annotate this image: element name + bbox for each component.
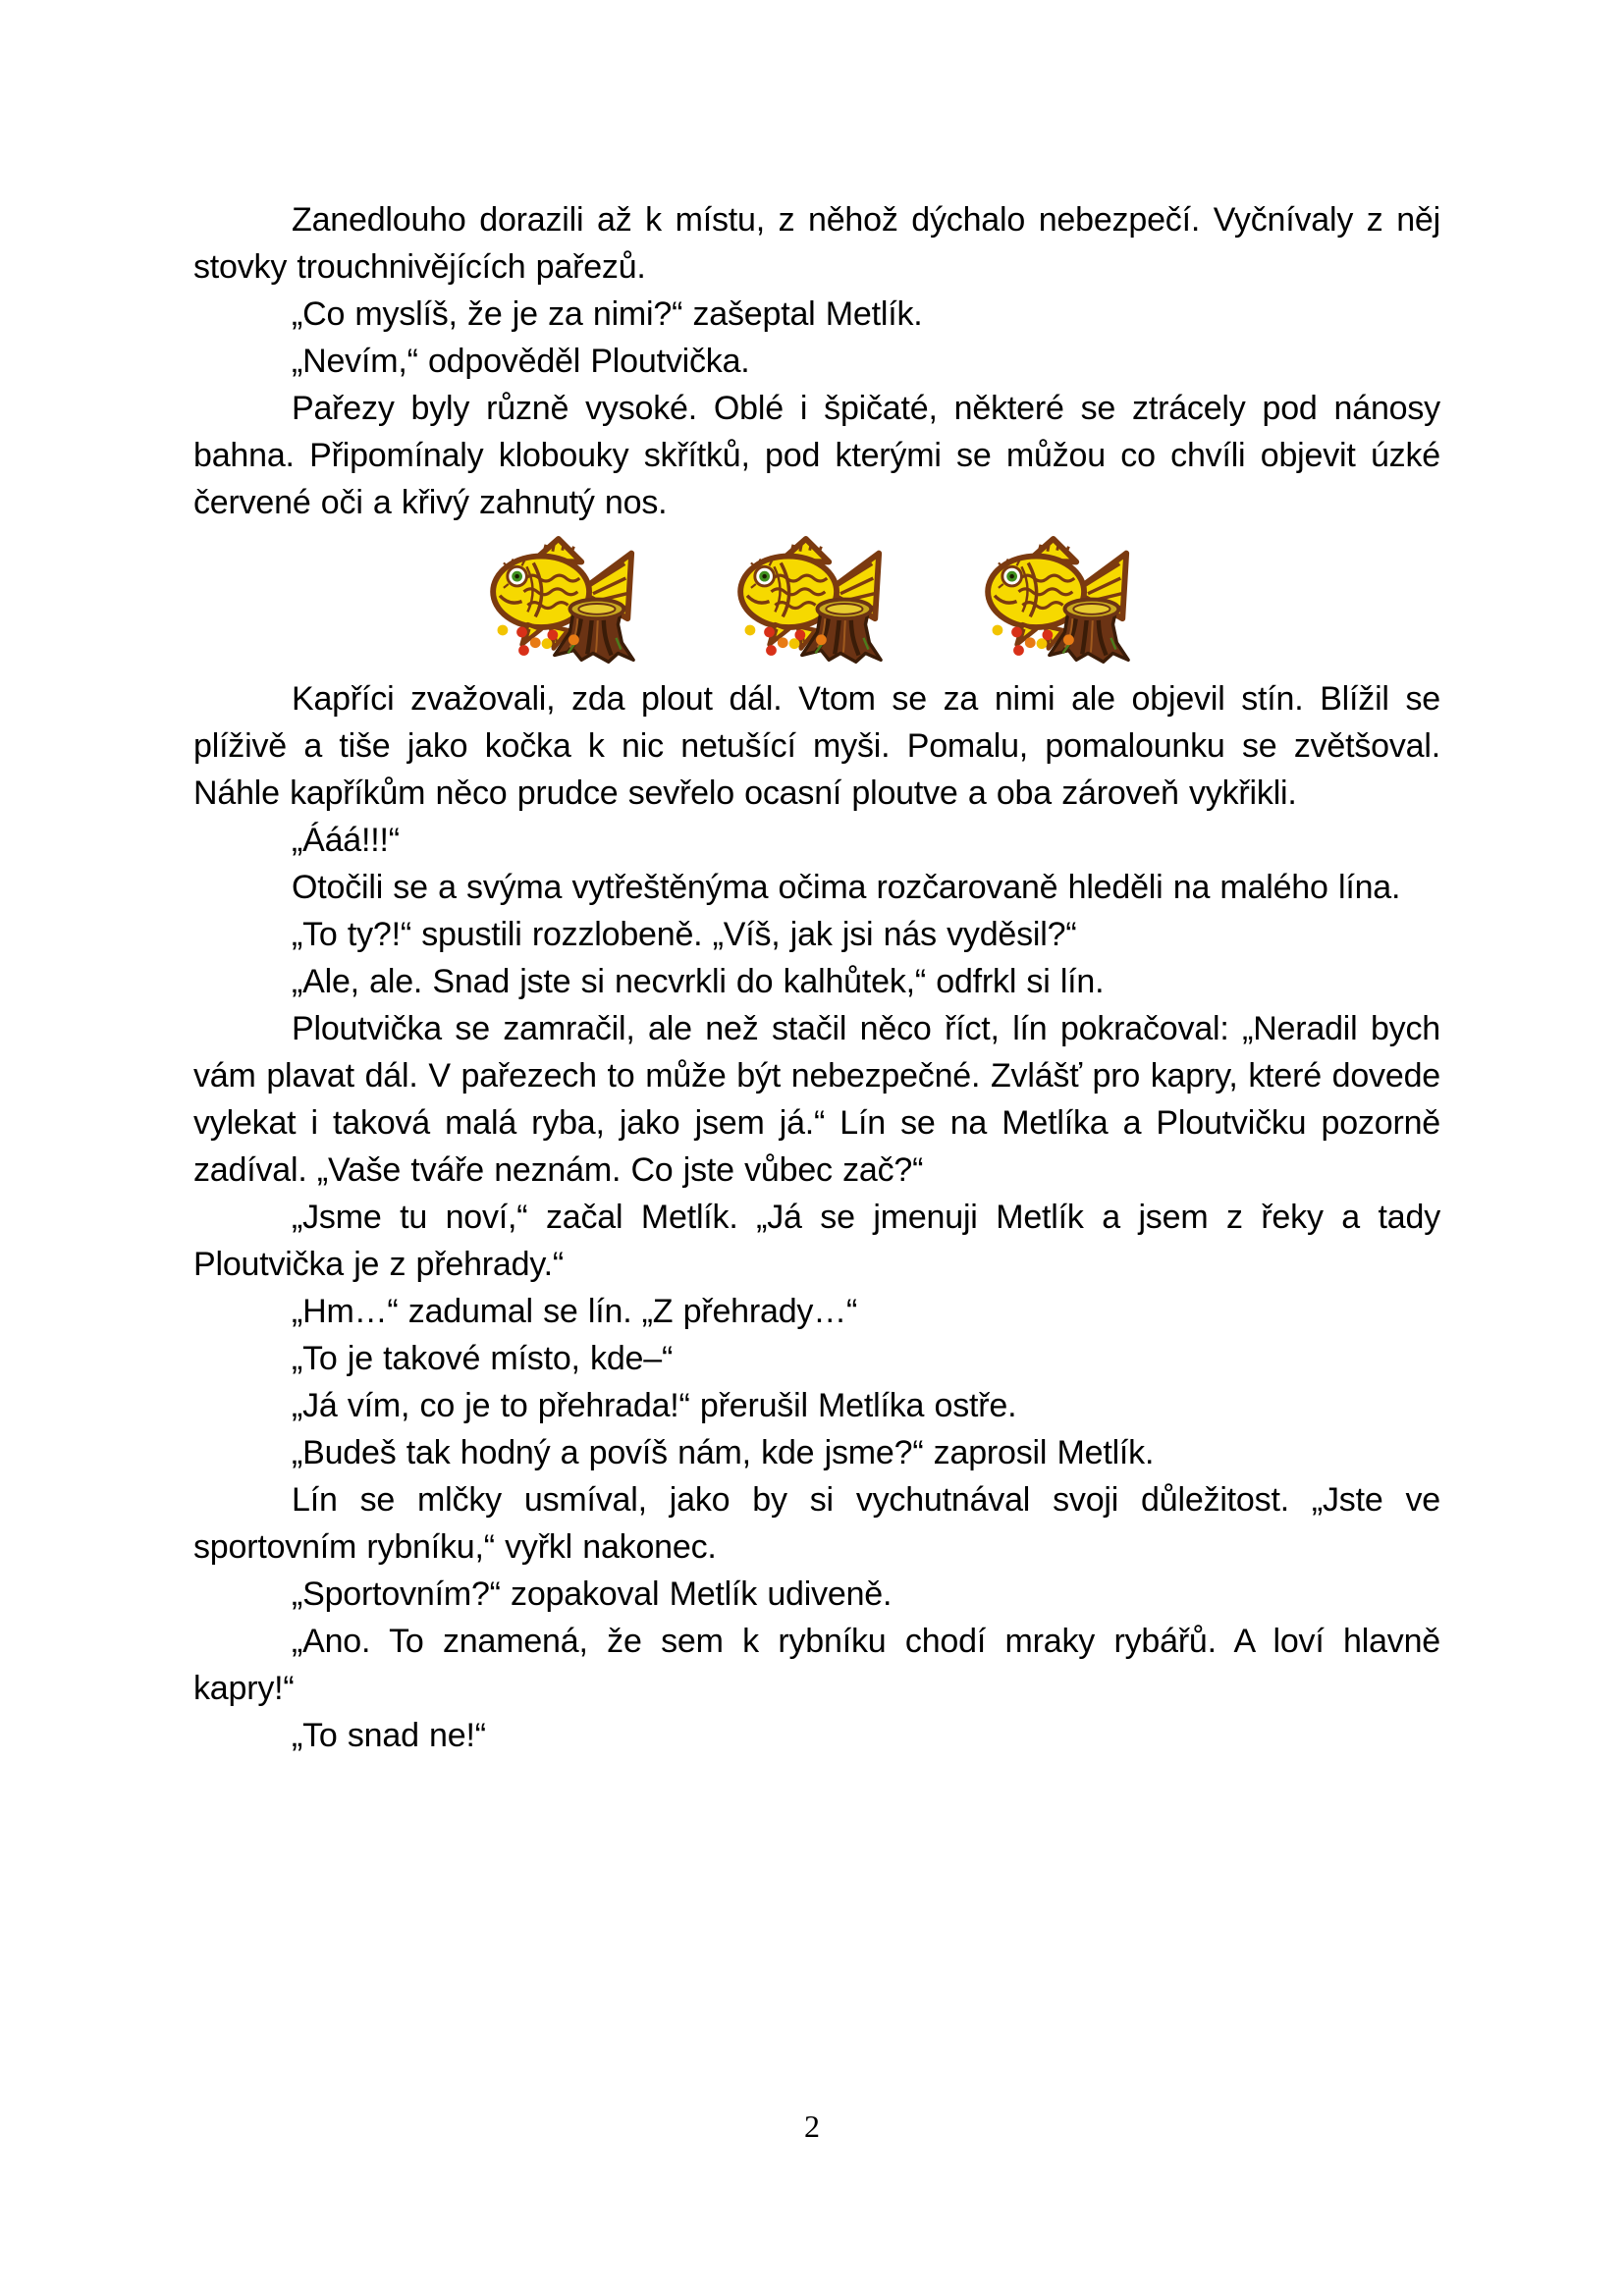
paragraph: Kapříci zvažovali, zda plout dál. Vtom se za nimi ale objevil stín. Blížil se plíživě a tiše jako kočka k nic netušící myši. Pomalu, pomalounku se zvětšoval. Náhle kapříkům něco prudce sevřelo ocasní ploutve a oba zároveň vykřikli.: [193, 680, 1440, 812]
paragraph: „Budeš tak hodný a povíš nám, kde jsme?“ zaprosil Metlík.: [292, 1434, 1155, 1471]
paragraph: Lín se mlčky usmíval, jako by si vychutnával svoji důležitost. „Jste ve sportovním rybníku,“ vyřkl nakonec.: [193, 1481, 1440, 1566]
paragraph: Pařezy byly různě vysoké. Oblé i špičaté, některé se ztrácely pod nánosy bahna. Připomínaly klobouky skřítků, pod kterými se můžou co chvíli objevit úzké červené oči a křivý zahnutý nos.: [193, 390, 1440, 521]
paragraph: „Jsme tu noví,“ začal Metlík. „Já se jmenuji Metlík a jsem z řeky a tady Ploutvička je z přehrady.“: [193, 1199, 1440, 1283]
fish-and-stump-image: [485, 536, 654, 675]
paragraph: „Ano. To znamená, že sem k rybníku chodí mraky rybářů. A loví hlavně kapry!“: [193, 1623, 1440, 1707]
text-before-illustration: [193, 196, 1440, 526]
page-content: [193, 196, 1440, 1759]
paragraph: Otočili se a svýma vytřeštěnýma očima rozčarovaně hleděli na malého lína.: [292, 869, 1401, 906]
paragraph: „To ty?!“ spustili rozzlobeně. „Víš, jak jsi nás vyděsil?“: [292, 916, 1077, 953]
paragraph: „Ááá!!!“: [292, 822, 400, 859]
paragraph: „Hm…“ zadumal se lín. „Z přehrady…“: [292, 1293, 858, 1330]
paragraph: „To snad ne!“: [292, 1717, 486, 1754]
paragraph: „Sportovním?“ zopakoval Metlík udiveně.: [292, 1575, 893, 1613]
illustration-row: [193, 536, 1440, 675]
paragraph: „Nevím,“ odpověděl Ploutvička.: [292, 343, 750, 380]
fish-and-stump-image: [980, 536, 1149, 675]
paragraph: „Ale, ale. Snad jste si necvrkli do kalhůtek,“ odfrkl si lín.: [292, 963, 1105, 1000]
paragraph: „Co myslíš, že je za nimi?“ zašeptal Metlík.: [292, 295, 923, 333]
page-number: 2: [804, 2109, 820, 2144]
fish-and-stump-image: [732, 536, 901, 675]
paragraph: „To je takové místo, kde–“: [292, 1340, 674, 1377]
paragraph: Ploutvička se zamračil, ale než stačil něco říct, lín pokračoval: „Neradil bych vám plavat dál. V pařezech to může být nebezpečné. Zvlášť pro kapry, které dovede vylekat i taková malá ryba, jako jsem já.“ Lín se na Metlíka a Ploutvičku pozorně zadíval. „Vaše tváře neznám. Co jste vůbec zač?“: [193, 1010, 1440, 1189]
text-after-illustration: [193, 675, 1440, 1759]
paragraph: Zanedlouho dorazili až k místu, z něhož dýchalo nebezpečí. Vyčnívaly z něj stovky trouchnivějících pařezů.: [193, 201, 1440, 286]
paragraph: „Já vím, co je to přehrada!“ přerušil Metlíka ostře.: [292, 1387, 1017, 1424]
